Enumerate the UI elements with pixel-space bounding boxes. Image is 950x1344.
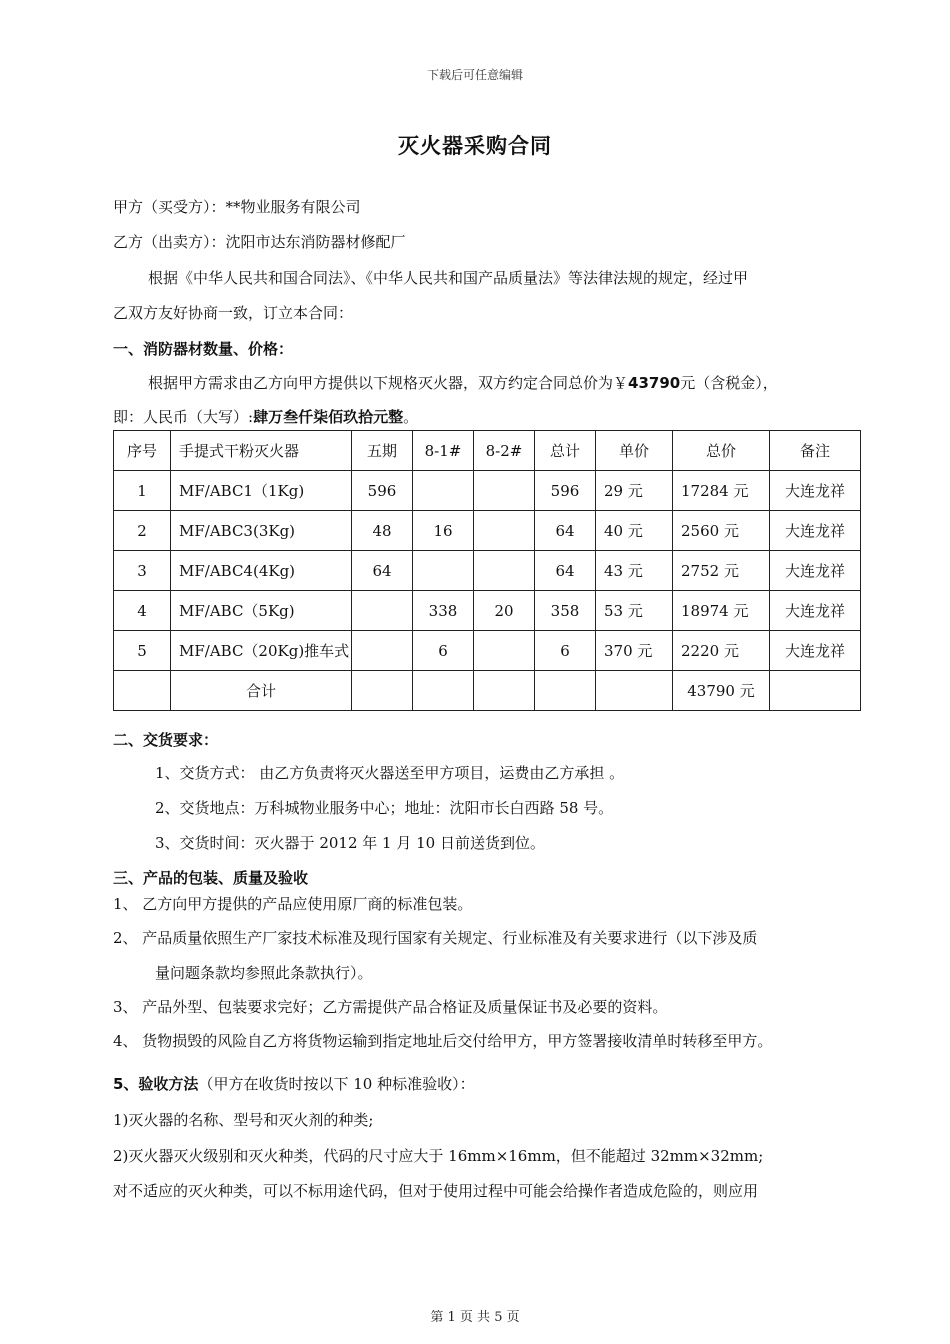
table-cell [474, 631, 535, 671]
party-a: 甲方（买受方）：**物业服务有限公司 [113, 198, 361, 216]
table-cell: 358 [535, 591, 596, 631]
price-line1 [148, 373, 778, 393]
party-b: 乙方（出卖方）：沈阳市达东消防器材修配厂 [113, 233, 406, 251]
intro-paragraph-line2: 乙双方友好协商一致，订立本合同： [113, 304, 354, 322]
table-header-cell: 总价 [673, 431, 770, 471]
intro-paragraph-line1: 根据《中华人民共和国合同法》、《中华人民共和国产品质量法》等法律法规的规定，经过甲 [148, 269, 749, 287]
table-cell: 2752 元 [673, 551, 770, 591]
table-cell: 370 元 [596, 631, 673, 671]
acceptance-item: 2)灭火器灭火级别和灭火种类，代码的尺寸应大于 16mm×16mm，但不能超过 32mm×32mm; [113, 1147, 764, 1165]
quality-item: 4、 货物损毁的风险自乙方将货物运输到指定地址后交付给甲方，甲方签署接收清单时转移至甲方。 [113, 1032, 773, 1050]
table-cell: 40 元 [596, 511, 673, 551]
table-cell: 3 [114, 551, 171, 591]
table-cell: 53 元 [596, 591, 673, 631]
header-note: 下载后可任意编辑 [426, 68, 523, 82]
table-cell: 4 [114, 591, 171, 631]
table-cell: 2 [114, 511, 171, 551]
table-cell: 大连龙祥 [770, 471, 861, 511]
quality-item: 3、 产品外型、包装要求完好；乙方需提供产品合格证及质量保证书及必要的资料。 [113, 998, 668, 1016]
table-total-value: 43790 元 [673, 671, 770, 711]
table-cell [474, 551, 535, 591]
table-row [114, 551, 861, 591]
table-cell: MF/ABC（5Kg) [171, 591, 352, 631]
price-capital: 肆万叁仟柒佰玖拾元整 [253, 408, 404, 426]
table-cell: 338 [413, 591, 474, 631]
acceptance-item: 1)灭火器的名称、型号和灭火剂的种类; [113, 1111, 374, 1129]
table-total-row [114, 671, 861, 711]
table-header-row [114, 431, 861, 471]
table-cell: MF/ABC3(3Kg) [171, 511, 352, 551]
table-header-cell: 总计 [535, 431, 596, 471]
table-cell [413, 471, 474, 511]
table-row [114, 511, 861, 551]
acceptance-heading-rest: （甲方在收货时按以下 10 种标准验收）： [198, 1075, 475, 1093]
price-line1-suffix: 元（含税金）， [680, 374, 778, 392]
table-cell: 2560 元 [673, 511, 770, 551]
price-line1-prefix: 根据甲方需求由乙方向甲方提供以下规格灭火器，双方约定合同总价为￥ [148, 374, 629, 392]
price-line2-prefix: 即：人民币（大写）: [113, 408, 254, 426]
table-cell: 29 元 [596, 471, 673, 511]
table-header-cell: 单价 [596, 431, 673, 471]
table-row [114, 591, 861, 631]
table-cell: 64 [535, 511, 596, 551]
table-cell: 6 [413, 631, 474, 671]
table-cell: MF/ABC（20Kg)推车式 [171, 631, 352, 671]
acceptance-heading-label: 5、验收方法 [113, 1075, 199, 1093]
table-cell: 18974 元 [673, 591, 770, 631]
table-cell: 大连龙祥 [770, 591, 861, 631]
table-cell [413, 551, 474, 591]
table-header-cell: 8-2# [474, 431, 535, 471]
table-cell: 16 [413, 511, 474, 551]
section2-heading: 二、交货要求： [113, 731, 219, 749]
table-cell: 5 [114, 631, 171, 671]
table-header-cell: 备注 [770, 431, 861, 471]
table-row [114, 471, 861, 511]
table-cell [474, 511, 535, 551]
document-title: 灭火器采购合同 [398, 134, 552, 158]
section1-heading: 一、消防器材数量、价格： [113, 340, 294, 358]
table-cell: 2220 元 [673, 631, 770, 671]
price-total-amount: 43790 [628, 374, 681, 392]
table-cell: 596 [352, 471, 413, 511]
table-cell: 64 [535, 551, 596, 591]
table-cell [474, 471, 535, 511]
quality-item: 1、 乙方向甲方提供的产品应使用原厂商的标准包装。 [113, 895, 473, 913]
table-cell [352, 591, 413, 631]
price-line2-suffix: 。 [403, 408, 419, 426]
table-cell: 43 元 [596, 551, 673, 591]
quality-item: 2、 产品质量依照生产厂家技术标准及现行国家有关规定、行业标准及有关要求进行（以下涉及质 [113, 929, 758, 947]
delivery-item: 1、交货方式： 由乙方负责将灭火器送至甲方项目，运费由乙方承担 。 [155, 764, 625, 782]
delivery-item: 3、交货时间：灭火器于 2012 年 1 月 10 日前送货到位。 [155, 834, 545, 852]
page-footer: 第 1 页 共 5 页 [430, 1310, 520, 1325]
table-cell: 17284 元 [673, 471, 770, 511]
table-cell: 6 [535, 631, 596, 671]
table-cell: 64 [352, 551, 413, 591]
table-cell: 48 [352, 511, 413, 551]
table-cell: 大连龙祥 [770, 551, 861, 591]
quality-item-continuation: 量问题条款均参照此条款执行）。 [155, 964, 373, 982]
table-cell: 大连龙祥 [770, 631, 861, 671]
table-header-cell: 手提式干粉灭火器 [171, 431, 352, 471]
table-cell: 大连龙祥 [770, 511, 861, 551]
table-header-cell: 五期 [352, 431, 413, 471]
section3-heading: 三、产品的包装、质量及验收 [113, 869, 309, 887]
extinguisher-table [113, 430, 861, 711]
table-cell: MF/ABC4(4Kg) [171, 551, 352, 591]
table-cell: 596 [535, 471, 596, 511]
table-cell [352, 631, 413, 671]
table-header-cell: 序号 [114, 431, 171, 471]
price-line2 [113, 407, 418, 427]
table-cell: 20 [474, 591, 535, 631]
table-cell: MF/ABC1（1Kg) [171, 471, 352, 511]
table-row [114, 631, 861, 671]
table-header-cell: 8-1# [413, 431, 474, 471]
delivery-item: 2、交货地点：万科城物业服务中心；地址：沈阳市长白西路 58 号。 [155, 799, 614, 817]
acceptance-heading [113, 1074, 475, 1094]
table-total-label: 合计 [171, 671, 352, 711]
acceptance-item: 对不适应的灭火种类，可以不标用途代码，但对于使用过程中可能会给操作者造成危险的，则应用 [113, 1182, 759, 1200]
table-cell: 1 [114, 471, 171, 511]
